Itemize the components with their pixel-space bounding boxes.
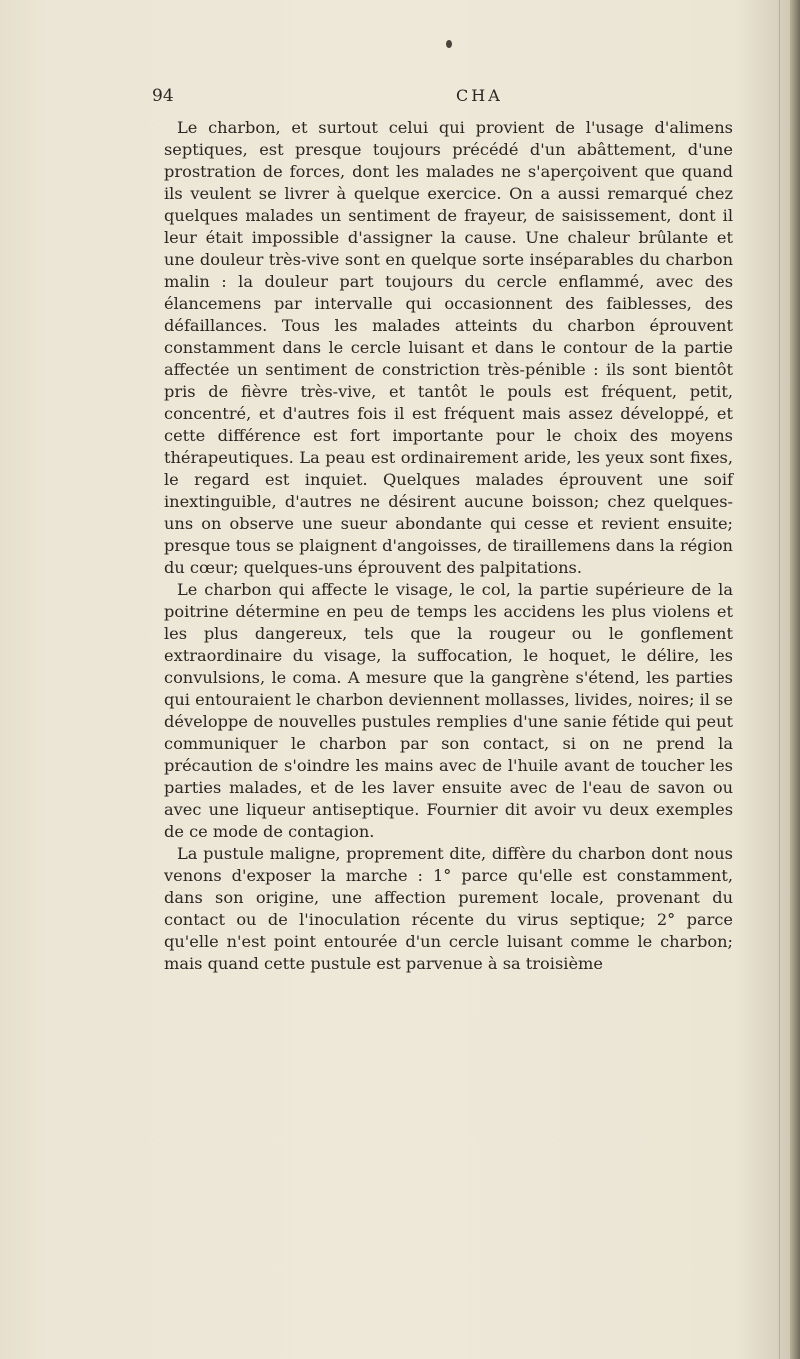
page-number: 94 [152, 86, 174, 106]
page-edge-shadow [790, 0, 800, 1359]
paragraph-3: La pustule maligne, proprement dite, diffère du charbon dont nous venons d'exposer la marche : 1° parce qu'elle est constamment, dans son origine, une affection purement locale, provenant du contact ou de l'inoculation récente du virus septique; 2° parce qu'elle n'est point entourée d'un cercle luisant comme le charbon; mais quand cette pustule est parvenue à sa troisième [164, 844, 733, 973]
page-edge-line [779, 0, 780, 1359]
paragraph-2: Le charbon qui affecte le visage, le col, la partie supérieure de la poitrine détermine en peu de temps les accidens les plus violens et les plus dangereux, tels que la rougeur ou le gonflement extraordinaire du visage, la suffocation, le hoquet, le délire, les convulsions, le coma. A mesure que la gangrène s'étend, les parties qui entouraient le charbon deviennent mollasses, livides, noires; il se développe de nouvelles pustules remplies d'une sanie fétide qui peut communiquer le charbon par son contact, si on ne prend la précaution de s'oindre les mains avec de l'huile avant de toucher les parties malades, et de les laver ensuite avec de l'eau de savon ou avec une liqueur antiseptique. Fournier dit avoir vu deux exemples de ce mode de contagion. [164, 580, 733, 841]
body-text [164, 117, 733, 975]
paragraph-1: Le charbon, et surtout celui qui provient de l'usage d'alimens septiques, est presque toujours précédé d'un abâttement, d'une prostration de forces, dont les malades ne s'aperçoivent que quand ils veulent se livrer à quelque exercice. On a aussi remarqué chez quelques malades un sentiment de frayeur, de saisissement, dont il leur était impossible d'assigner la cause. Une chaleur brûlante et une douleur très-vive sont en quelque sorte inséparables du charbon malin : la douleur part toujours du cercle enflammé, avec des élancemens par intervalle qui occasionnent des faiblesses, des défaillances. Tous les malades atteints du charbon éprouvent constamment dans le cercle luisant et dans le contour de la partie affectée un sentiment de constriction très-pénible : ils sont bientôt pris de fièvre très-vive, et tantôt le pouls est fréquent, petit, concentré, et d'autres fois il est fréquent mais assez développé, et cette différence est fort importante pour le choix des moyens thérapeutiques. La peau est ordinairement aride, les yeux sont fixes, le regard est inquiet. Quelques malades éprouvent une soif inextinguible, d'autres ne désirent aucune boisson; chez quelques-uns on observe une sueur abondante qui cesse et revient ensuite; presque tous se plaignent d'angoisses, de tiraillemens dans la région du cœur; quelques-uns éprouvent des palpitations. [164, 118, 733, 577]
running-head [152, 86, 712, 110]
running-head-title: CHA [456, 86, 503, 105]
ink-mark [446, 40, 452, 48]
